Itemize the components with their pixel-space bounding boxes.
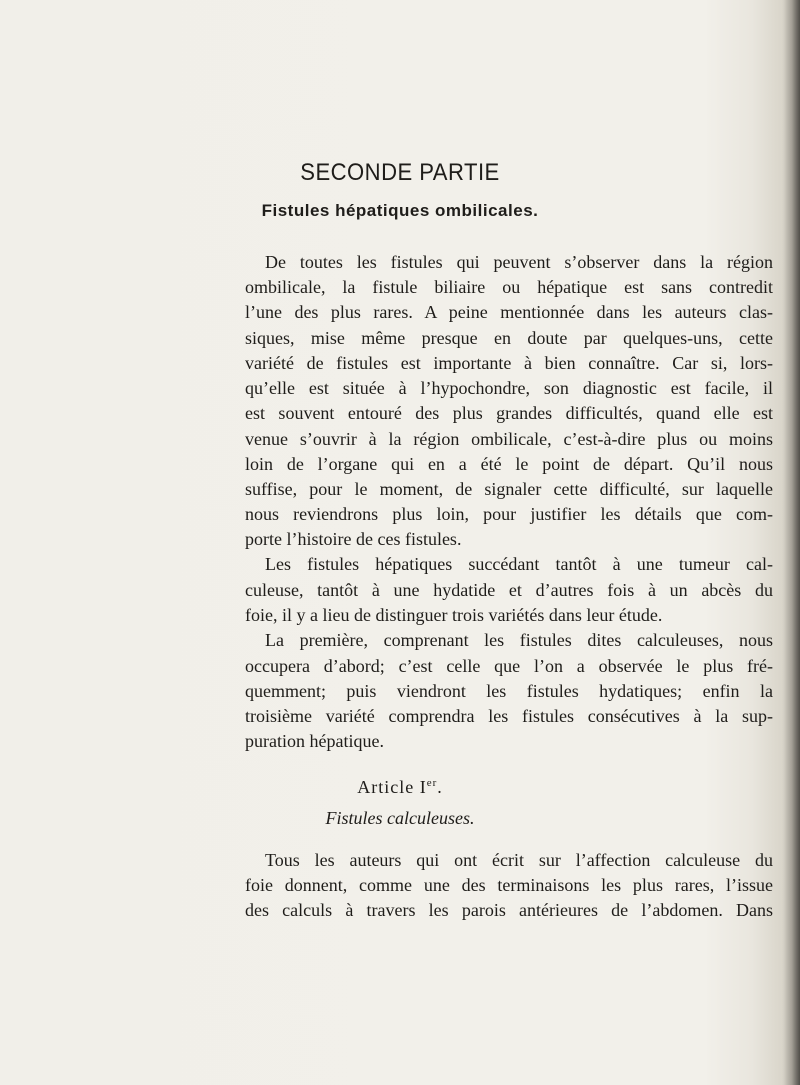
text-line: foie, il y a lieu de distinguer trois variétés dans leur étude. xyxy=(245,605,663,625)
text-line: Les fistules hépatiques succédant tantôt à une tumeur cal- xyxy=(265,554,773,574)
article-superscript: er xyxy=(426,777,438,789)
part-title: SECONDE PARTIE xyxy=(300,159,500,186)
text-line: Tous les auteurs qui ont écrit sur l’affection calculeuse du xyxy=(265,850,773,870)
text-line: quemment; puis viendront les fistules hydatiques; enfin la xyxy=(245,681,773,701)
text-line: des calculs à travers les parois antérieures de l’abdomen. Dans xyxy=(245,900,773,920)
text-line: occupera d’abord; c’est celle que l’on a observée le plus fré- xyxy=(245,656,773,676)
text-line: qu’elle est située à l’hypochondre, son diagnostic est facile, il xyxy=(245,378,773,398)
text-line: La première, comprenant les fistules dites calculeuses, nous xyxy=(265,630,773,650)
text-line: nous reviendrons plus loin, pour justifier les détails que com- xyxy=(245,504,773,524)
text-line: l’une des plus rares. A peine mentionnée dans les auteurs clas- xyxy=(245,302,773,322)
text-line: ombilicale, la fistule biliaire ou hépatique est sans contredit xyxy=(245,277,773,297)
text-line: siques, mise même presque en doute par quelques-uns, cette xyxy=(245,328,773,348)
article-subtitle: Fistules calculeuses. xyxy=(325,808,475,828)
page-edge-shadow xyxy=(782,0,800,1085)
text-line: est souvent entouré des plus grandes difficultés, quand elle est xyxy=(245,403,773,423)
text-line: foie donnent, comme une des terminaisons les plus rares, l’issue xyxy=(245,875,773,895)
text-line: loin de l’organe qui en a été le point de départ. Qu’il nous xyxy=(245,454,773,474)
text-line: culeuse, tantôt à une hydatide et d’autres fois à un abcès du xyxy=(245,580,773,600)
text-line: porte l’histoire de ces fistules. xyxy=(245,529,462,549)
text-line: venue s’ouvrir à la région ombilicale, c’est-à-dire plus ou moins xyxy=(245,429,773,449)
text-line: troisième variété comprendra les fistules consécutives à la sup- xyxy=(245,706,773,726)
text-line: suffise, pour le moment, de signaler cette difficulté, sur laquelle xyxy=(245,479,773,499)
article-heading xyxy=(0,771,800,799)
text-line: variété de fistules est importante à bien connaître. Car si, lors- xyxy=(245,353,773,373)
article-label: Article I xyxy=(357,777,427,797)
section-title: Fistules hépatiques ombilicales. xyxy=(261,201,539,220)
text-line: De toutes les fistules qui peuvent s’observer dans la région xyxy=(265,252,773,272)
article-trailing: . xyxy=(437,777,443,797)
text-line: puration hépatique. xyxy=(245,731,384,751)
